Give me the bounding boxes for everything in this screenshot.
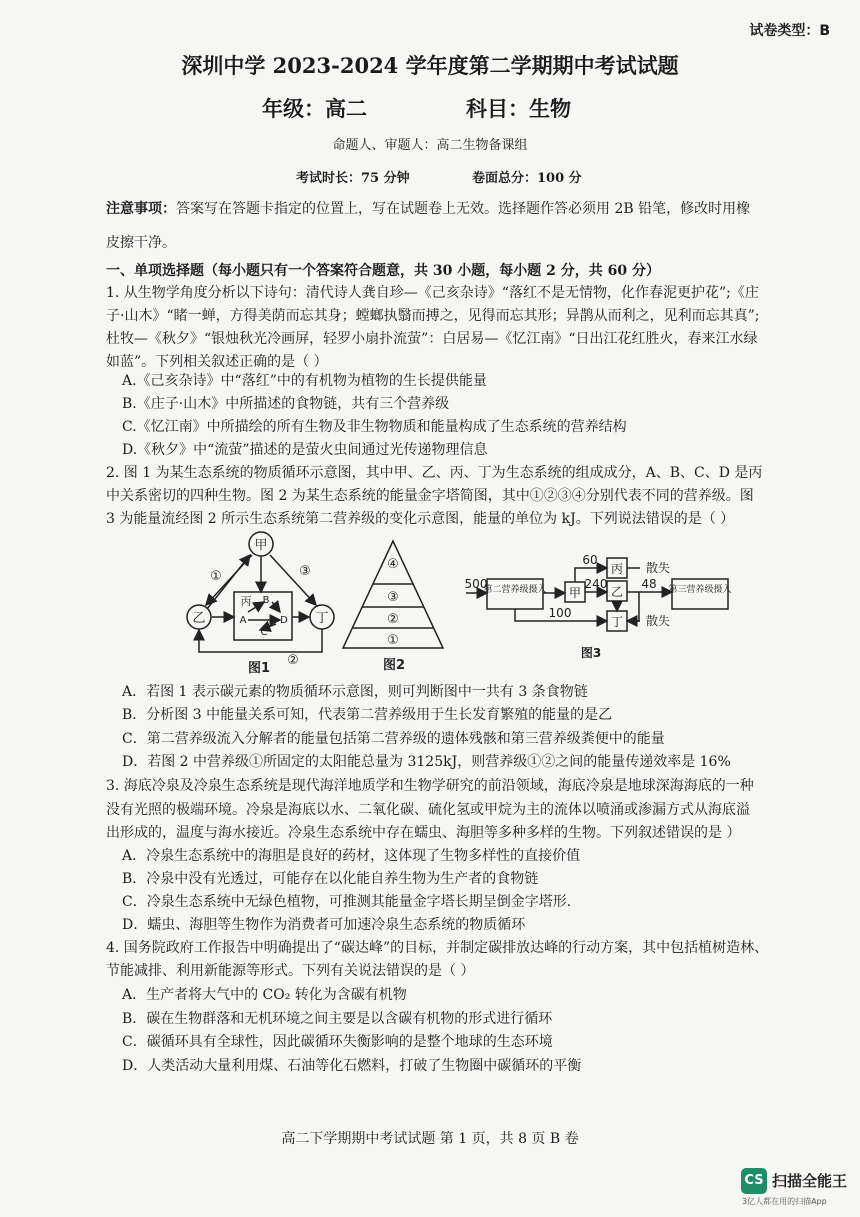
q3-option-a: A．冷泉生态系统中的海胆是良好的药材，这体现了生物多样性的直接价值 [122, 848, 581, 864]
fig3-value-60: 60 [582, 553, 598, 567]
q2-option-d: D．若图 2 中营养级①所固定的太阳能总量为 3125kJ，则营养级①②之间的能量传递效率是 16% [122, 754, 731, 770]
fig3-lost-top: 散失 [645, 561, 671, 575]
q1-stem-line: 1. 从生物学角度分析以下诗句：清代诗人龚自珍—《己亥杂诗》“落红不是无情物，化作春泥更护花”;《庄 [106, 285, 759, 301]
q3-option-c: C．冷泉生态系统中无绿色植物，可推测其能量金字塔长期呈倒金字塔形． [122, 894, 581, 910]
fig1-label-c: C [260, 627, 268, 638]
fig2-level: ④ [387, 557, 399, 572]
exam-title: 深圳中学 2023-2024 学年度第二学期期中考试试题 [181, 53, 679, 78]
fig2-level: ③ [387, 590, 399, 605]
fig1-label-ding: 丁 [315, 611, 329, 626]
q1-stem-line: 杜牧—《秋夕》“银烛秋光冷画屏，轻罗小扇扑流萤”：白居易—《忆江南》“日出江花红胜火，春来江水绿 [106, 331, 758, 347]
q1-option-b: B.《庄子·山木》中所描述的食物链，共有三个营养级 [122, 396, 450, 412]
fig3-caption: 图3 [580, 646, 602, 660]
q2-option-c: C．第二营养级流入分解者的能量包括第二营养级的遗体残骸和第三营养级粪便中的能量 [122, 731, 665, 747]
q4-option-c: C．碳循环具有全球性，因此碳循环失衡影响的是整个地球的生态环境 [122, 1034, 553, 1050]
section-heading: 一、单项选择题（每小题只有一个答案符合题意，共 30 小题，每小题 2 分，共 60 分） [106, 263, 660, 279]
fig2-caption: 图2 [382, 658, 406, 673]
fig3-value-100: 100 [548, 606, 572, 620]
fig3-jia-label: 甲 [568, 586, 582, 600]
fig3-lost-bottom: 散失 [645, 614, 671, 628]
q1-stem-line: 子·山木》“睹一蝉，方得美荫而忘其身；螳螂执翳而搏之，见得而忘其形；异鹊从而利之，见利而忘其真”; [106, 308, 760, 324]
q1-option-a: A.《己亥杂诗》中“落红”中的有机物为植物的生长提供能量 [122, 373, 487, 389]
fig1-label-jia: 甲 [254, 538, 268, 553]
duration-label: 考试时长：75 分钟 [296, 171, 410, 186]
fig2-level: ① [387, 633, 399, 648]
camscanner-tagline: 3亿人都在用的扫描App [742, 1197, 827, 1206]
q3-stem-line: 出形成的，温度与海水接近。冷泉生态系统中存在蠕虫、海胆等多种多样的生物。下列叙述错误的是 ） [106, 825, 741, 841]
fig1-label-bing: 丙 [240, 595, 252, 608]
q1-stem-line: 如蓝”。下列相关叙述正确的是（ ） [106, 354, 328, 370]
q3-stem-line: 没有光照的极端环境。冷泉是海底以水、二氧化碳、硫化氢或甲烷为主的流体以喷涌或渗漏方式从海底溢 [106, 802, 750, 818]
q2-stem-line: 2. 图 1 为某生态系统的物质循环示意图，其中甲、乙、丙、丁为生态系统的组成成分，A、B、C、D 是丙 [106, 465, 763, 481]
q1-option-c: C.《忆江南》中所描绘的所有生物及非生物物质和能量构成了生态系统的营养结构 [122, 419, 627, 435]
fig3-intake-value: 500 [464, 577, 488, 591]
fig1-label-d: D [280, 615, 288, 626]
q2-stem-line: 3 为能量流经图 2 所示生态系统第二营养级的变化示意图，能量的单位为 kJ。下列说法错误的是（ ） [106, 511, 735, 527]
fig3-ding-label: 丁 [610, 615, 624, 629]
notice-text-1: 答案写在答题卡指定的位置上，写在试题卷上无效。选择题作答必须用 2B 铅笔，修改时用橡 [176, 201, 751, 217]
fig3-value-48: 48 [641, 577, 657, 591]
q4-option-b: B．碳在生物群落和无机环境之间主要是以含碳有机物的形式进行循环 [122, 1011, 553, 1027]
notice-line-2: 皮擦干净。 [106, 235, 176, 251]
setters-line: 命题人、审题人：高二生物备课组 [332, 138, 528, 153]
q3-option-d: D．蠕虫、海胆等生物作为消费者可加速冷泉生态系统的物质循环 [122, 917, 526, 933]
q4-stem-line: 节能减排、利用新能源等形式。下列有关说法错误的是（ ） [106, 963, 475, 979]
subject-label: 科目：生物 [466, 96, 571, 121]
q2-figures [0, 520, 860, 680]
q4-option-d: D．人类活动大量利用煤、石油等化石燃料，打破了生物圈中碳循环的平衡 [122, 1058, 582, 1074]
q2-option-b: B．分析图 3 中能量关系可知，代表第二营养级用于生长发育繁殖的能量的是乙 [122, 707, 613, 723]
fig1-label-a: A [239, 615, 247, 626]
notice-line-1 [106, 198, 750, 218]
q2-stem-line: 中关系密切的四种生物。图 2 为某生态系统的能量金字塔简图，其中①②③④分别代表不同的营养级。图 [106, 488, 754, 504]
fig1-caption: 图1 [247, 661, 271, 676]
fig1-label-b: B [262, 595, 270, 606]
camscanner-logo-icon: CS [741, 1168, 767, 1194]
fig3-value-240: 240 [584, 577, 608, 591]
paper-type-label: 试卷类型：B [749, 23, 830, 39]
fig3-third-label: 第三营养级摄入 [668, 585, 732, 595]
q4-stem-line: 4. 国务院政府工作报告中明确提出了“碳达峰”的目标，并制定碳排放达峰的行动方案，其中包括植树造林、 [106, 940, 769, 956]
q3-stem-line: 3. 海底冷泉及冷泉生态系统是现代海洋地质学和生物学研究的前沿领域，海底冷泉是地球深海海底的一种 [106, 778, 754, 794]
q1-option-d: D.《秋夕》中“流萤”描述的是萤火虫间通过光传递物理信息 [122, 442, 488, 458]
camscanner-name: 扫描全能王 [772, 1172, 848, 1190]
fig3-bing-label: 丙 [610, 562, 624, 576]
q4-option-a: A．生产者将大气中的 CO₂ 转化为含碳有机物 [122, 987, 407, 1003]
fig1-label-yi: 乙 [192, 611, 206, 626]
notice-label: 注意事项： [106, 201, 176, 217]
grade-label: 年级：高二 [262, 96, 367, 121]
fig1-arrow-3: ③ [299, 564, 311, 579]
fig1-arrow-2: ② [287, 653, 299, 668]
q3-option-b: B．冷泉中没有光透过，可能存在以化能自养生物为生产者的食物链 [122, 871, 539, 887]
fig2-level: ② [387, 612, 399, 627]
fig1-arrow-1: ① [210, 569, 222, 584]
fig3-yi-label: 乙 [610, 585, 624, 599]
page-footer: 高二下学期期中考试试题 第 1 页，共 8 页 B 卷 [281, 1131, 579, 1147]
total-score-label: 卷面总分：100 分 [472, 171, 582, 186]
q2-option-a: A．若图 1 表示碳元素的物质循环示意图，则可判断图中一共有 3 条食物链 [122, 684, 588, 700]
fig3-second-label: 第二营养级摄入 [483, 585, 547, 595]
